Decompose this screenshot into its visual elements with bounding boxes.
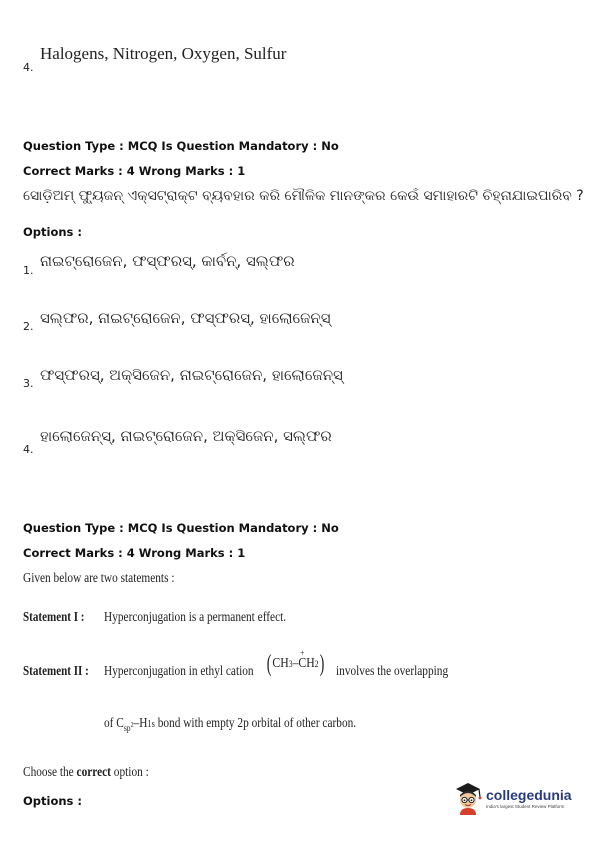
student-mascot-icon bbox=[453, 781, 483, 815]
q1-option-4-text[interactable]: ହାଲୋଜେନ୍ସ୍, ନାଇଟ୍ରୋଜେନ, ଅକ୍ସିଜେନ, ସଲ୍‌ଫର bbox=[40, 427, 332, 445]
positive-charge: + bbox=[300, 648, 305, 658]
ethyl-cation-formula: ( CH 3 – + C H 2 ) bbox=[266, 648, 325, 677]
q1-option-2-number: 2. bbox=[23, 320, 34, 333]
collegedunia-watermark bbox=[453, 781, 572, 815]
statement2-text-b: involves the overlapping bbox=[336, 663, 449, 678]
formula-close-paren: ) bbox=[319, 651, 325, 677]
q1-type-line: Question Type : MCQ Is Question Mandatory : No bbox=[23, 139, 339, 153]
q2-options-label: Options : bbox=[23, 794, 82, 808]
q1-marks-line: Correct Marks : 4 Wrong Marks : 1 bbox=[23, 164, 246, 178]
prev-option-number: 4. bbox=[23, 61, 34, 74]
q1-option-3-text[interactable]: ଫସ୍‌ଫରସ୍, ଅକ୍ସିଜେନ, ନାଇଟ୍ରୋଜେନ, ହାଲୋଜେନ୍ସ୍ bbox=[40, 366, 343, 384]
csp2-h1s-bond: $C_{sp^2}-H1s$ bbox=[116, 715, 155, 733]
q1-option-3-number: 3. bbox=[23, 377, 34, 390]
choose-instruction: Choose the correct option : bbox=[23, 764, 149, 779]
q2-type-line: Question Type : MCQ Is Question Mandatory : No bbox=[23, 521, 339, 535]
watermark-tagline: India's largest Student Review Platform bbox=[486, 803, 565, 809]
statement2-label: Statement II : bbox=[23, 663, 89, 678]
q1-option-4-number: 4. bbox=[23, 443, 34, 456]
watermark-name: collegedunia bbox=[486, 786, 572, 803]
statement1-label: Statement I : bbox=[23, 609, 85, 624]
statement2-text-a: Hyperconjugation in ethyl cation bbox=[104, 663, 254, 678]
q1-option-1-number: 1. bbox=[23, 264, 34, 277]
q1-option-1-text[interactable]: ନାଇଟ୍ରୋଜେନ, ଫସ୍‌ଫରସ୍, କାର୍ବନ୍, ସଲ୍‌ଫର bbox=[40, 252, 295, 270]
q2-marks-line: Correct Marks : 4 Wrong Marks : 1 bbox=[23, 546, 246, 560]
statement1-text: Hyperconjugation is a permanent effect. bbox=[104, 609, 287, 624]
prev-option-text: Halogens, Nitrogen, Oxygen, Sulfur bbox=[40, 44, 287, 63]
statement2-line3: of $C_{sp^2}-H1s$ bond with empty 2p orbital of other carbon. bbox=[104, 715, 357, 733]
q1-question-text: ସୋଡ଼ିଅମ୍ ଫ୍ୟୁଜନ୍ ଏକ୍ସଟ୍ରାକ୍ଟ ବ୍ୟବହାର କରି ମୌଳିକ ମାନଙ୍କର କେଉଁ ସମାହାରଟି ଚିହ୍ନାଯାଇପାରିବ ? bbox=[23, 188, 584, 204]
q1-option-2-text[interactable]: ସଲ୍‌ଫର, ନାଇଟ୍ରୋଜେନ, ଫସ୍‌ଫରସ୍, ହାଲୋଜେନ୍ସ୍ bbox=[40, 309, 331, 327]
formula-open-paren: ( bbox=[266, 651, 272, 677]
q1-options-label: Options : bbox=[23, 225, 82, 239]
q2-intro: Given below are two statements : bbox=[23, 570, 175, 585]
